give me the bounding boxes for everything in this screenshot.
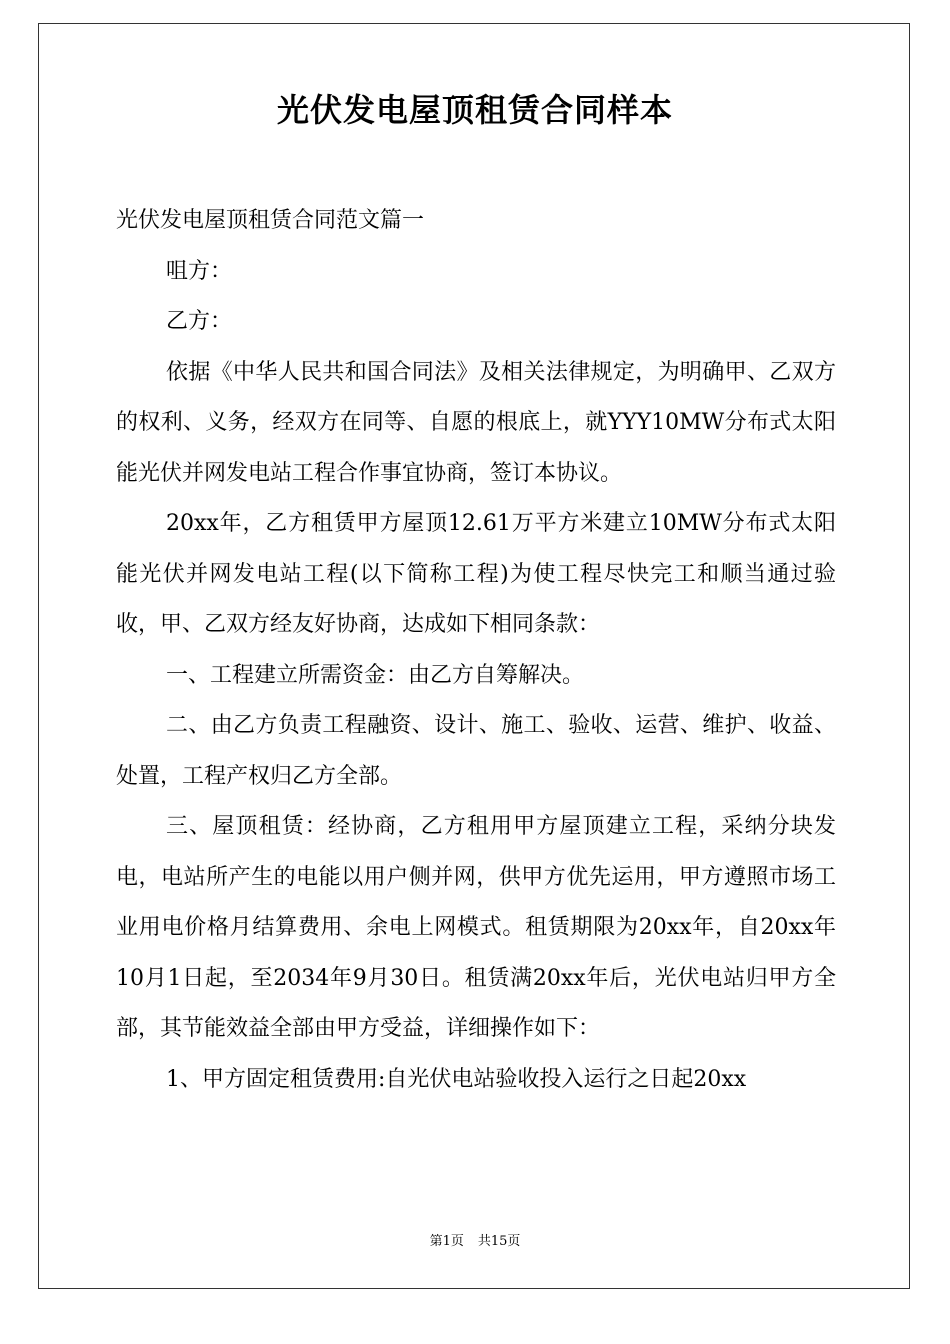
paragraph-party-a: 咀方：: [166, 258, 233, 284]
paragraph-party-b: 乙方：: [166, 309, 233, 334]
paragraph-preamble: 依据《中华人民共和国合同法》及相关法律规定，为明确甲、乙双方的权利、义务，经双方在同等、自愿的根底上，就YYY10MW分布式太阳能光伏并网发电站工程合作事宜协商，签订本协议。: [116, 359, 836, 486]
paragraph-heading: 光伏发电屋顶租赁合同范文篇一: [116, 208, 425, 233]
paragraph-clause-1: 一、工程建立所需资金：由乙方自筹解决。: [166, 662, 585, 688]
document-title: 光伏发电屋顶租赁合同样本: [276, 91, 673, 129]
paragraph-background: 20xx年，乙方租赁甲方屋顶12.61万平方米建立10MW分布式太阳能光伏并网发电站工程(以下简称工程)为使工程尽快完工和顺当通过验收，甲、乙双方经友好协商，达成如下相同条款：: [116, 511, 836, 637]
page-number: 第1页: [429, 1234, 464, 1249]
page-footer: [0, 1233, 950, 1251]
paragraph-clause-3-1: 1、甲方固定租赁费用:自光伏电站验收投入运行之日起20xx: [166, 1066, 747, 1092]
paragraph-clause-2: 二、由乙方负责工程融资、设计、施工、验收、运营、维护、收益、处置，工程产权归乙方全部。: [116, 713, 836, 789]
page-total: 共15页: [477, 1234, 521, 1249]
document-body: [116, 196, 836, 1105]
paragraph-clause-3: 三、屋顶租赁：经协商，乙方租用甲方屋顶建立工程，采纳分块发电，电站所产生的电能以用户侧并网，供甲方优先运用，甲方遵照市场工业用电价格月结算费用、余电上网模式。租赁期限为20xx年，自20xx年10月1日起，至2034年9月30日。租赁满20xx年后，光伏电站归甲方全部，其节能效益全部由甲方受益，详细操作如下：: [116, 814, 836, 1041]
